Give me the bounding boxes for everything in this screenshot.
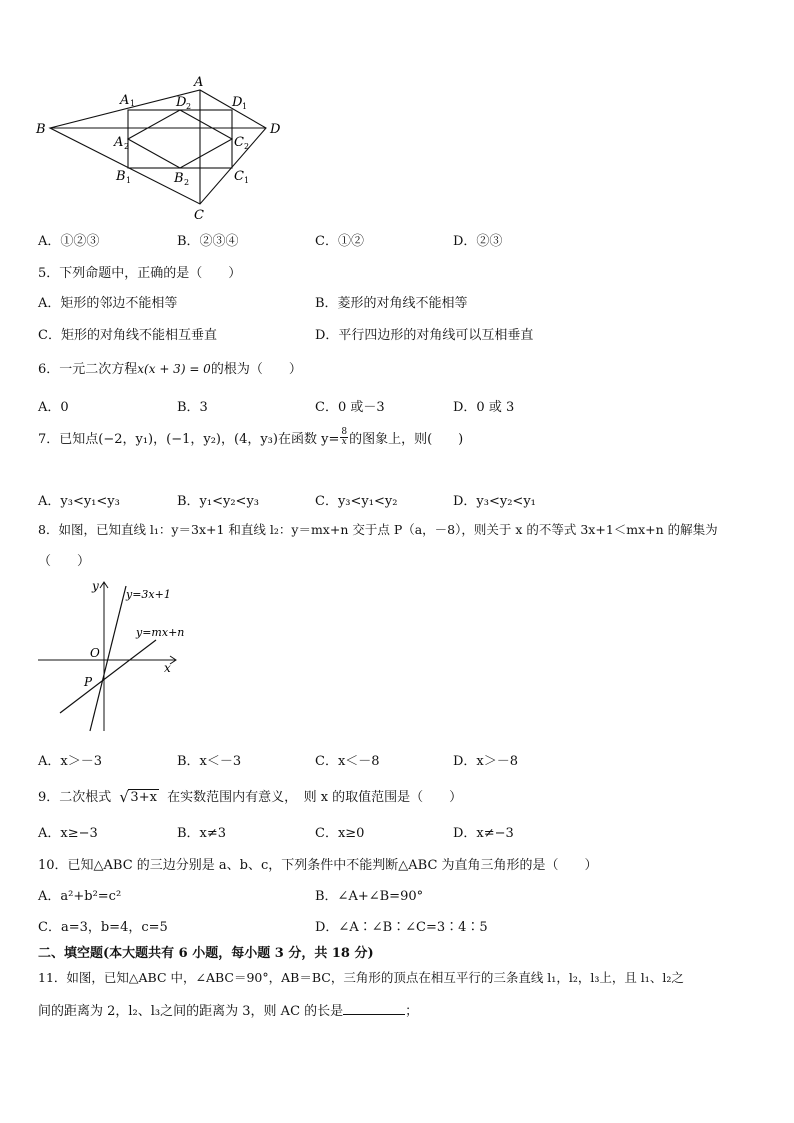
line-l2-label: y=mx+n xyxy=(136,626,185,639)
geometry-figure xyxy=(30,72,290,222)
point-p-label: P xyxy=(84,675,93,689)
label-d2: D xyxy=(176,95,187,110)
sqrt-icon: √ xyxy=(119,788,129,806)
label-b2: B xyxy=(174,171,184,186)
q4-option-c[interactable]: C．①② xyxy=(315,234,364,249)
q9-radical xyxy=(119,790,159,805)
line-l1-label: y=3x+1 xyxy=(126,588,171,601)
q4-options xyxy=(38,230,758,248)
q9-options xyxy=(38,822,758,840)
q7-stem-post: 的图象上，则( ) xyxy=(349,432,464,447)
q7-option-a[interactable]: A．y₃<y₁<y₃ xyxy=(38,494,120,509)
label-a2: A xyxy=(114,135,124,150)
q9-stem-post: 在实数范围内有意义， 则 x 的取值范围是（ ） xyxy=(167,790,463,805)
q9-radicand: 3+x xyxy=(130,790,157,805)
q7-fraction xyxy=(340,428,348,447)
q5-stem: 5．下列命题中，正确的是（ ） xyxy=(38,266,242,281)
q9-stem-pre: 9．二次根式 xyxy=(38,790,112,805)
q7-option-d[interactable]: D．y₃<y₂<y₁ xyxy=(453,494,536,509)
q6-option-d[interactable]: D．0 或 3 xyxy=(453,400,515,415)
label-a: A xyxy=(194,75,204,90)
q6-stem xyxy=(38,358,302,377)
label-a1: A xyxy=(120,93,130,108)
q10-option-b[interactable]: B．∠A+∠B=90° xyxy=(315,889,424,904)
line-l2 xyxy=(60,640,156,713)
q9-option-b[interactable]: B．x≠3 xyxy=(177,826,227,841)
section-title: 二、填空题(本大题共有 6 小题，每小题 3 分，共 18 分) xyxy=(38,946,374,961)
q7-option-b[interactable]: B．y₁<y₂<y₃ xyxy=(177,494,260,509)
q6-stem-post: 的根为（ ） xyxy=(210,362,302,377)
q11-line2-pre: 间的距离为 2，l₂、l₃之间的距离为 3，则 AC 的长是 xyxy=(38,1004,344,1019)
q6-option-b[interactable]: B．3 xyxy=(177,400,208,415)
q7-frac-den: x xyxy=(341,437,347,447)
q10-option-d[interactable]: D．∠A∶∠B∶∠C=3∶4∶5 xyxy=(315,920,488,935)
q9-option-c[interactable]: C．x≥0 xyxy=(315,826,365,841)
label-d1: D xyxy=(232,95,243,110)
q8-option-c[interactable]: C．x＜－8 xyxy=(315,754,380,769)
q11-line2 xyxy=(38,1000,418,1019)
q6-option-c[interactable]: C．0 或－3 xyxy=(315,400,385,415)
inner-rhombus xyxy=(128,110,232,168)
q9-option-d[interactable]: D．x≠−3 xyxy=(453,826,514,841)
q9-stem xyxy=(38,786,462,805)
label-a1-sub: 1 xyxy=(130,99,136,108)
label-b1: B xyxy=(116,169,126,184)
label-b1-sub: 1 xyxy=(126,176,132,185)
y-axis-label: y xyxy=(92,579,99,593)
q6-equation: x(x + 3) = 0 xyxy=(137,362,211,376)
label-c2-sub: 2 xyxy=(244,142,250,151)
q4-option-d[interactable]: D．②③ xyxy=(453,234,503,249)
label-b2-sub: 2 xyxy=(184,178,190,187)
q6-options xyxy=(38,396,758,414)
answer-blank[interactable] xyxy=(343,1002,405,1015)
q6-stem-pre: 6．一元二次方程 xyxy=(38,362,138,377)
q5-option-d[interactable]: D．平行四边形的对角线可以互相垂直 xyxy=(315,328,534,343)
q6-option-a[interactable]: A．0 xyxy=(38,400,69,415)
q10-options-row2 xyxy=(38,916,758,934)
q5-option-b[interactable]: B．菱形的对角线不能相等 xyxy=(315,296,468,311)
label-d: D xyxy=(270,122,281,137)
q7-stem xyxy=(38,428,463,447)
label-c: C xyxy=(194,208,204,222)
label-c1-sub: 1 xyxy=(244,176,250,185)
q9-option-a[interactable]: A．x≥−3 xyxy=(38,826,98,841)
q10-option-a[interactable]: A．a²+b²=c² xyxy=(38,889,122,904)
q8-option-b[interactable]: B．x＜－3 xyxy=(177,754,242,769)
q4-option-a[interactable]: A．①②③ xyxy=(38,234,100,249)
q10-options-row1 xyxy=(38,885,758,903)
q8-options xyxy=(38,750,758,768)
label-d1-sub: 1 xyxy=(242,102,248,111)
q8-option-d[interactable]: D．x＞－8 xyxy=(453,754,519,769)
q8-stem-line1: 8．如图，已知直线 l₁：y＝3x+1 和直线 l₂：y＝mx+n 交于点 P（a，－8），则关于 x 的不等式 3x+1＜mx+n 的解集为 xyxy=(38,522,718,537)
q8-option-a[interactable]: A．x＞－3 xyxy=(38,754,102,769)
q7-stem-pre: 7．已知点(−2，y₁)，(−1，y₂)，(4，y₃)在函数 y= xyxy=(38,432,340,447)
inner-rectangle xyxy=(128,110,232,168)
q10-stem: 10．已知△ABC 的三边分别是 a、b、c，下列条件中不能判断△ABC 为直角三角形的是（ ） xyxy=(38,858,598,873)
q4-option-b[interactable]: B．②③④ xyxy=(177,234,239,249)
q8-graph xyxy=(36,576,196,738)
x-axis-label: x xyxy=(164,661,171,675)
label-a2-sub: 2 xyxy=(124,142,130,151)
q5-options-row1 xyxy=(38,292,758,310)
label-d2-sub: 2 xyxy=(186,102,192,111)
label-c2: C xyxy=(234,135,244,150)
q8-stem-line2: （ ） xyxy=(38,554,91,569)
label-c1: C xyxy=(234,169,244,184)
q7-option-c[interactable]: C．y₃<y₁<y₂ xyxy=(315,494,398,509)
q5-option-a[interactable]: A．矩形的邻边不能相等 xyxy=(38,296,178,311)
origin-label: O xyxy=(90,646,100,660)
q11-line2-post: ； xyxy=(405,1004,419,1019)
q11-line1: 11．如图，已知△ABC 中，∠ABC＝90°，AB＝BC，三角形的顶点在相互平行的三条直线 l₁，l₂，l₃上，且 l₁、l₂之 xyxy=(38,970,684,985)
q5-option-c[interactable]: C．矩形的对角线不能相互垂直 xyxy=(38,328,217,343)
q5-options-row2 xyxy=(38,324,758,342)
q10-option-c[interactable]: C．a=3，b=4，c=5 xyxy=(38,920,168,935)
q7-options xyxy=(38,490,758,508)
label-b: B xyxy=(36,122,46,137)
q7-frac-num: 8 xyxy=(341,427,348,437)
